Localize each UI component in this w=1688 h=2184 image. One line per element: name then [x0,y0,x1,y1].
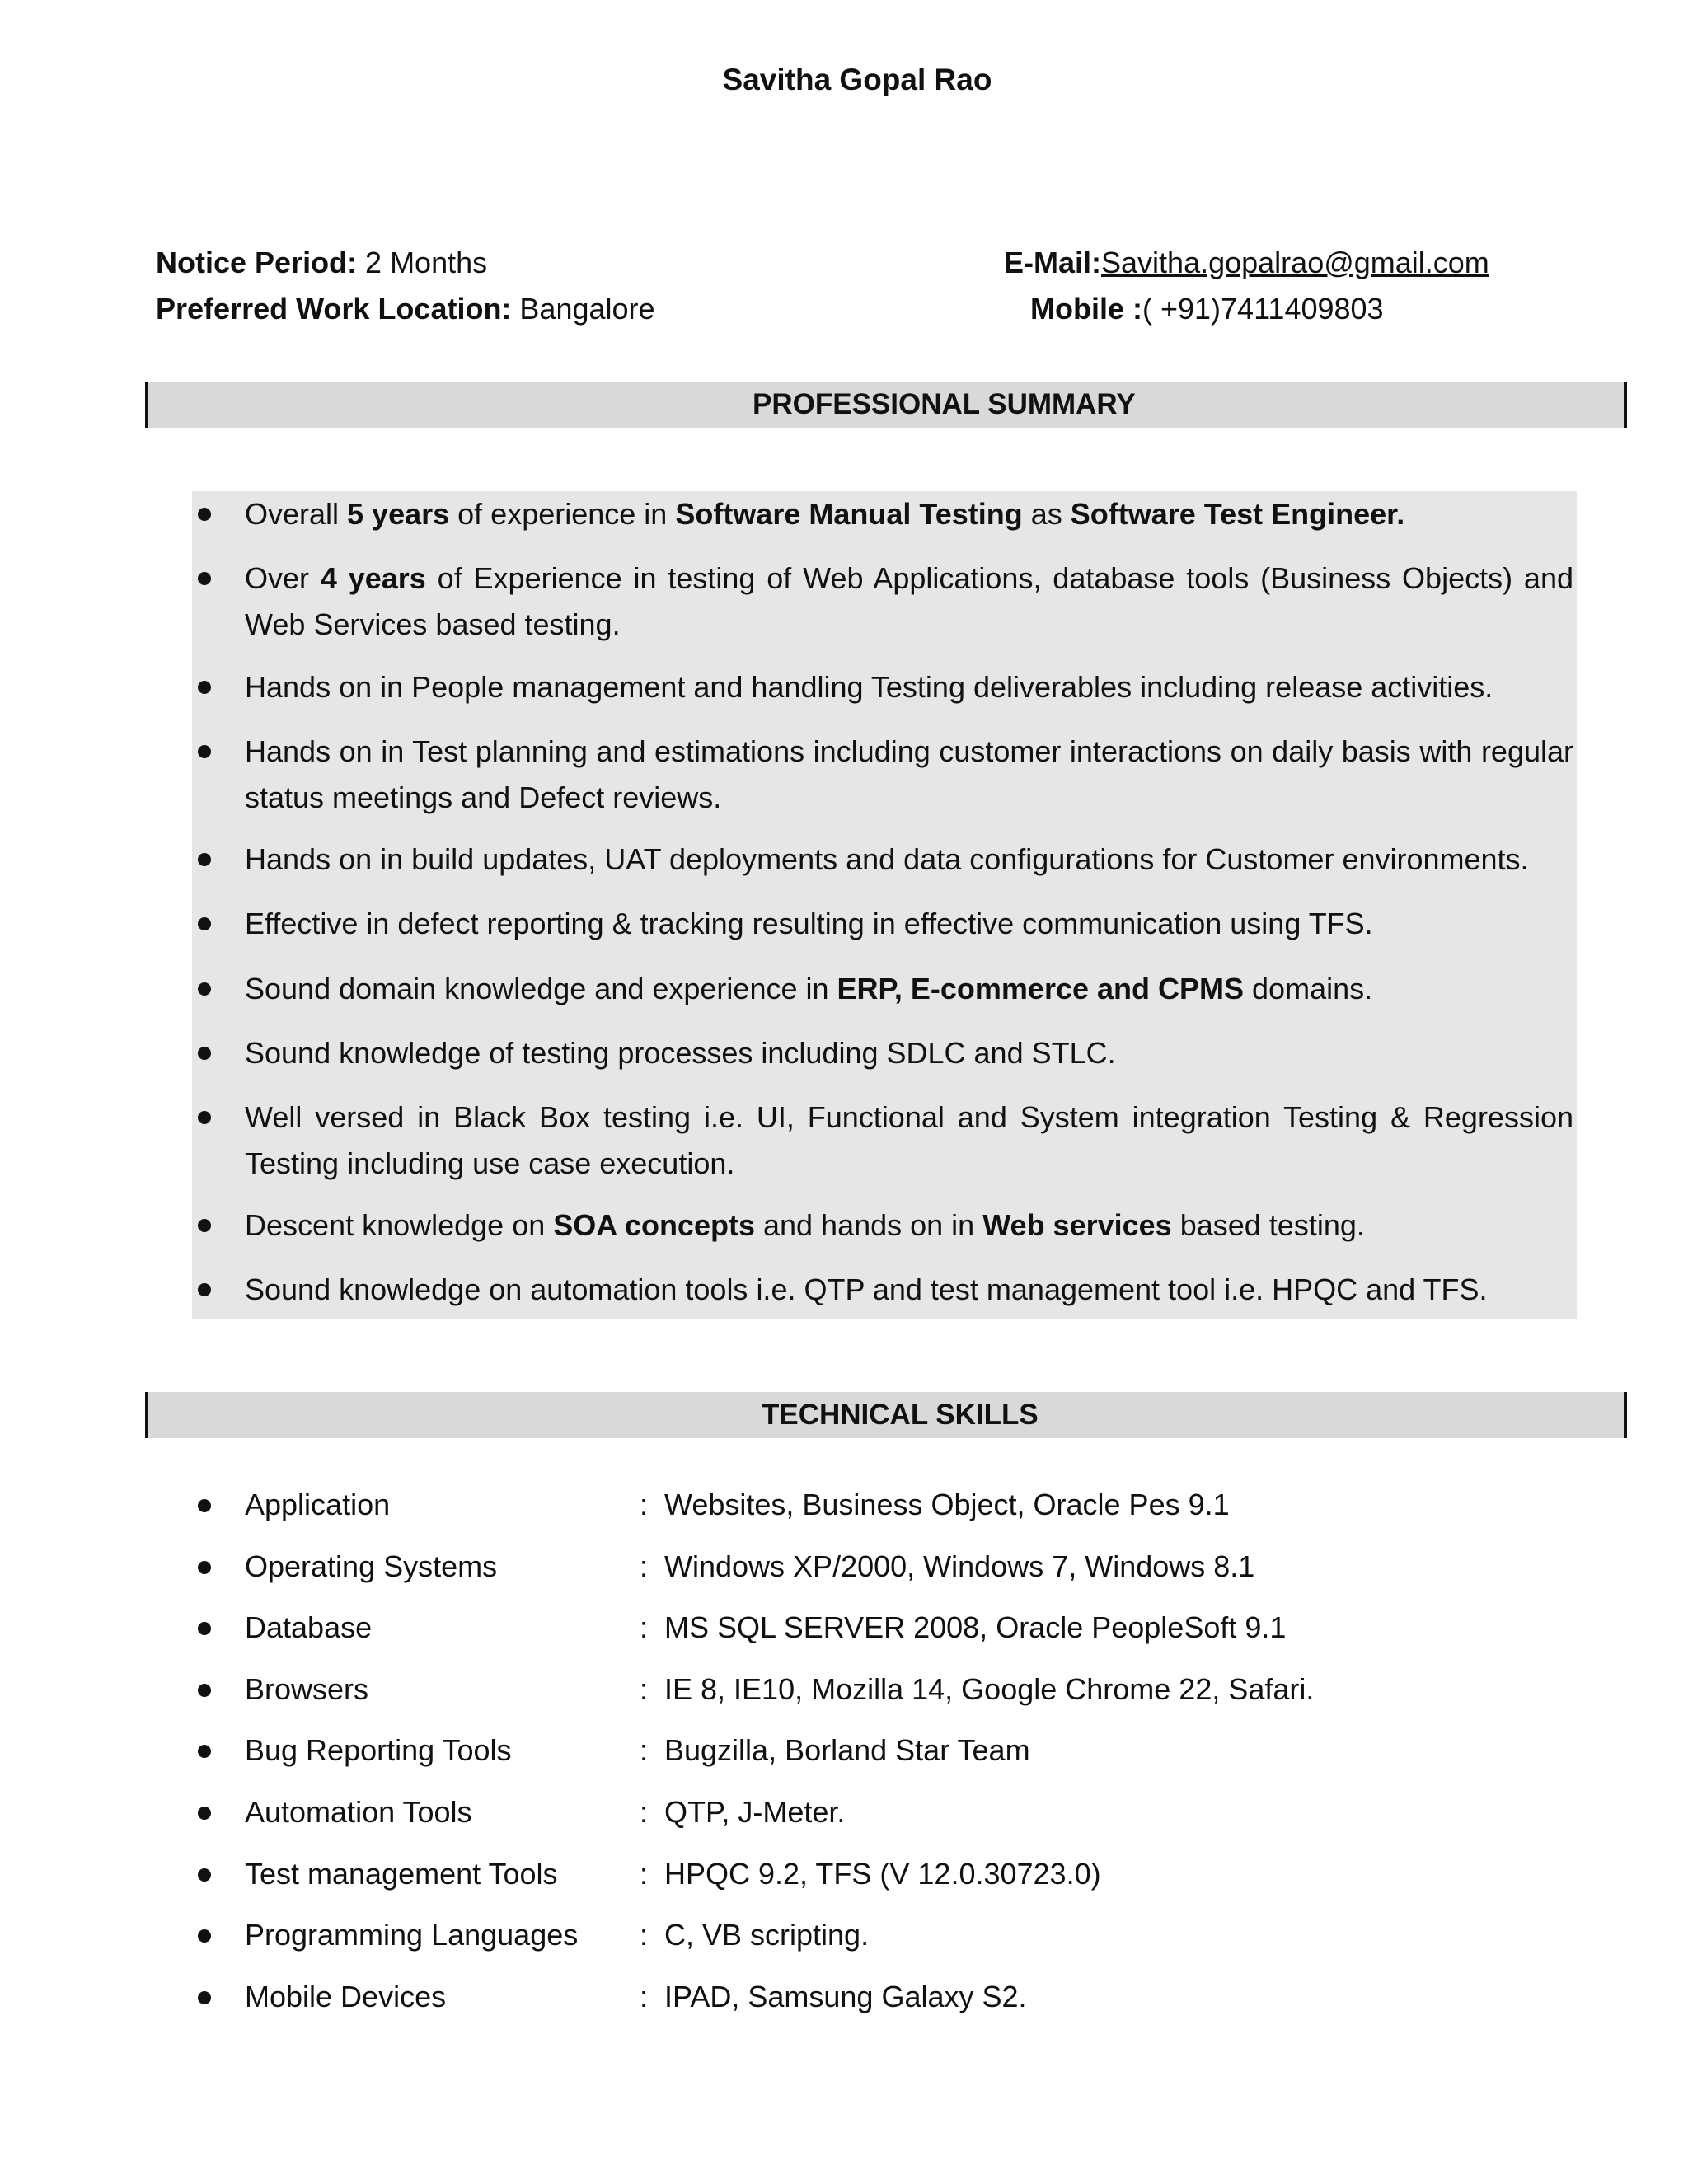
skill-label: Test management Tools [245,1857,558,1891]
summary-item [245,966,1573,1012]
skill-colon: : [640,1795,649,1829]
mobile-value: ( +91)7411409803 [1142,292,1384,326]
skill-label: Bug Reporting Tools [245,1733,512,1767]
summary-text: Hands on in build updates, UAT deployments and data configurations for Customer environments. [245,842,1529,876]
skill-label: Programming Languages [245,1918,579,1952]
skill-colon: : [640,1857,649,1891]
summary-text: 5 years [347,497,450,531]
skill-value: IPAD, Samsung Galaxy S2. [664,1980,1027,2013]
skill-colon: : [640,1733,649,1767]
bullet [198,1807,211,1820]
summary-text: Hands on in People management and handling Testing deliverables including release activities. [245,670,1493,704]
skill-value: MS SQL SERVER 2008, Oracle PeopleSoft 9.1 [664,1610,1287,1644]
email [1004,246,1489,280]
summary-text: and hands on in [754,1208,983,1242]
skill-value: Websites, Business Object, Oracle Pes 9.1 [664,1488,1230,1521]
summary-text: Well versed in Black Box testing i.e. UI, Functional and System integration Testing & Regression Testing including use case execution. [245,1100,1573,1180]
bullet [198,1684,211,1697]
summary-item [245,837,1573,883]
bullet [198,1868,211,1882]
candidate-name: Savitha Gopal Rao [722,63,992,96]
summary-text: Overall [245,497,348,531]
bullet [198,1499,211,1512]
summary-text: Software Test Engineer. [1070,497,1405,531]
skill-label: Application [245,1488,391,1521]
mobile-label: Mobile : [1030,292,1142,326]
summary-item [245,901,1573,947]
preferred-location [156,292,655,326]
professional-summary-header [145,382,1627,428]
skill-label: Mobile Devices [245,1980,447,2013]
summary-item [245,1267,1573,1313]
skill-value: Bugzilla, Borland Star Team [664,1733,1030,1767]
bullet [198,1111,211,1124]
skill-label: Automation Tools [245,1795,472,1829]
bullet [198,1047,211,1060]
summary-item [245,491,1573,537]
technical-skills-header [145,1392,1627,1438]
bullet [198,572,211,585]
skill-colon: : [640,1488,649,1521]
bullet [198,917,211,930]
summary-text: Descent knowledge on [245,1208,554,1242]
summary-item [245,555,1573,648]
skill-label: Database [245,1610,373,1644]
summary-text: Over [245,561,321,595]
skill-colon: : [640,1672,649,1706]
summary-text: 4 years [320,561,426,595]
summary-text: Web services [982,1208,1172,1242]
skill-value: Windows XP/2000, Windows 7, Windows 8.1 [664,1549,1255,1583]
preferred-location-label: Preferred Work Location: [156,292,512,326]
bullet [198,1219,211,1232]
professional-summary-title: PROFESSIONAL SUMMARY [753,388,1136,420]
skill-colon: : [640,1918,649,1952]
summary-text: Sound knowledge on automation tools i.e. QTP and test management tool i.e. HPQC and TFS. [245,1272,1488,1306]
skill-colon: : [640,1980,649,2013]
skill-value: QTP, J-Meter. [664,1795,846,1829]
notice-period-value: 2 Months [357,246,488,279]
summary-item [245,729,1573,821]
summary-text: SOA concepts [553,1208,755,1242]
bullet [198,1622,211,1635]
summary-text: based testing. [1171,1208,1365,1242]
bullet [198,982,211,996]
summary-text: Software Manual Testing [675,497,1023,531]
summary-item [245,1094,1573,1187]
notice-period-label: Notice Period: [156,246,358,279]
bullet [198,508,211,521]
bullet [198,745,211,758]
summary-text: of Experience in testing of Web Applications, database tools (Business Objects) and Web Services based testing. [245,561,1573,641]
bullet [198,1745,211,1758]
skill-value: HPQC 9.2, TFS (V 12.0.30723.0) [664,1857,1101,1891]
technical-skills-title: TECHNICAL SKILLS [762,1399,1039,1431]
summary-item [245,1202,1573,1249]
summary-item [245,664,1573,710]
summary-text: of experience in [449,497,676,531]
bullet [198,1283,211,1296]
bullet [198,1561,211,1574]
email-label: E-Mail: [1004,246,1102,279]
notice-period [156,246,487,280]
summary-text: Sound domain knowledge and experience in [245,972,837,1005]
summary-text: Sound knowledge of testing processes including SDLC and STLC. [245,1036,1116,1070]
preferred-location-value: Bangalore [511,292,655,326]
skill-label: Browsers [245,1672,369,1706]
skill-value: IE 8, IE10, Mozilla 14, Google Chrome 22, Safari. [664,1672,1315,1706]
summary-text: Hands on in Test planning and estimations including customer interactions on daily basis with regular status meetings and Defect reviews. [245,734,1573,814]
summary-text: Effective in defect reporting & tracking resulting in effective communication using TFS. [245,907,1373,940]
email-link[interactable]: Savitha.gopalrao@gmail.com [1101,246,1489,279]
bullet [198,1929,211,1943]
mobile [1030,292,1384,326]
bullet [198,1991,211,2004]
bullet [198,681,211,694]
skill-colon: : [640,1610,649,1644]
bullet [198,853,211,866]
summary-item [245,1030,1573,1076]
summary-text: ERP, E-commerce and CPMS [837,972,1245,1005]
summary-text: domains. [1244,972,1373,1005]
summary-text: as [1022,497,1071,531]
skill-label: Operating Systems [245,1549,498,1583]
skill-colon: : [640,1549,649,1583]
skill-value: C, VB scripting. [664,1918,870,1952]
